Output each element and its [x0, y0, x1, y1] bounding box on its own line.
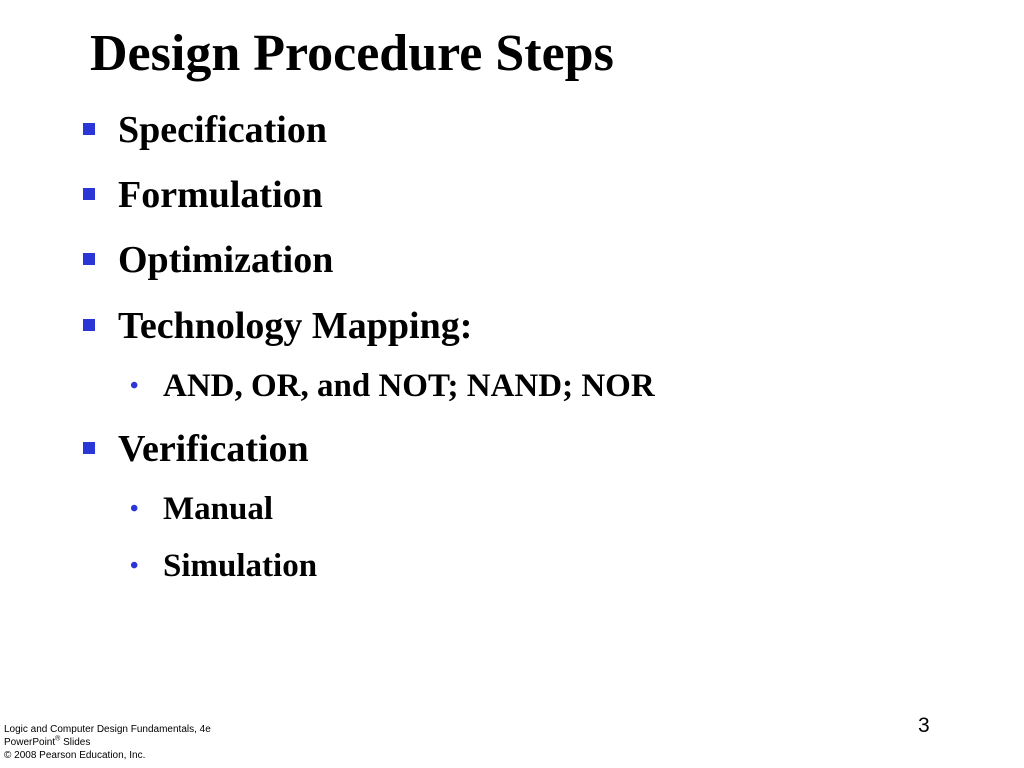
square-bullet-icon — [83, 319, 95, 331]
round-bullet-icon: • — [130, 553, 139, 579]
sub-bullet-item-simulation — [130, 546, 318, 586]
round-bullet-icon: • — [130, 496, 139, 522]
square-bullet-icon — [83, 123, 95, 135]
bullet-item-verification — [118, 427, 309, 471]
bullet-item-technology-mapping — [118, 304, 472, 348]
bullet-text: Optimization — [118, 239, 334, 281]
bullet-text: Formulation — [118, 174, 323, 216]
page-number: 3 — [918, 714, 930, 737]
slide-title: Design Procedure Steps — [90, 25, 614, 82]
bullet-item-formulation — [118, 173, 323, 217]
sub-bullet-text: Manual — [163, 491, 274, 527]
sub-bullet-item-gates — [130, 366, 655, 406]
bullet-item-optimization — [118, 238, 333, 282]
footer-slides-label: PowerPoint® Slides — [4, 735, 91, 748]
sub-bullet-text: AND, OR, and NOT; NAND; NOR — [163, 368, 655, 404]
footer-book-title: Logic and Computer Design Fundamentals, 4e — [4, 724, 211, 735]
square-bullet-icon — [83, 253, 95, 265]
slide-footer — [4, 723, 211, 762]
round-bullet-icon: • — [130, 373, 139, 399]
square-bullet-icon — [83, 442, 95, 454]
footer-copyright: © 2008 Pearson Education, Inc. — [4, 750, 146, 761]
sub-bullet-item-manual — [130, 489, 274, 529]
bullet-text: Verification — [118, 428, 309, 470]
sub-bullet-text: Simulation — [163, 548, 318, 584]
bullet-text: Specification — [118, 109, 327, 151]
bullet-text: Technology Mapping: — [118, 305, 473, 347]
bullet-item-specification — [118, 108, 327, 152]
square-bullet-icon — [83, 188, 95, 200]
